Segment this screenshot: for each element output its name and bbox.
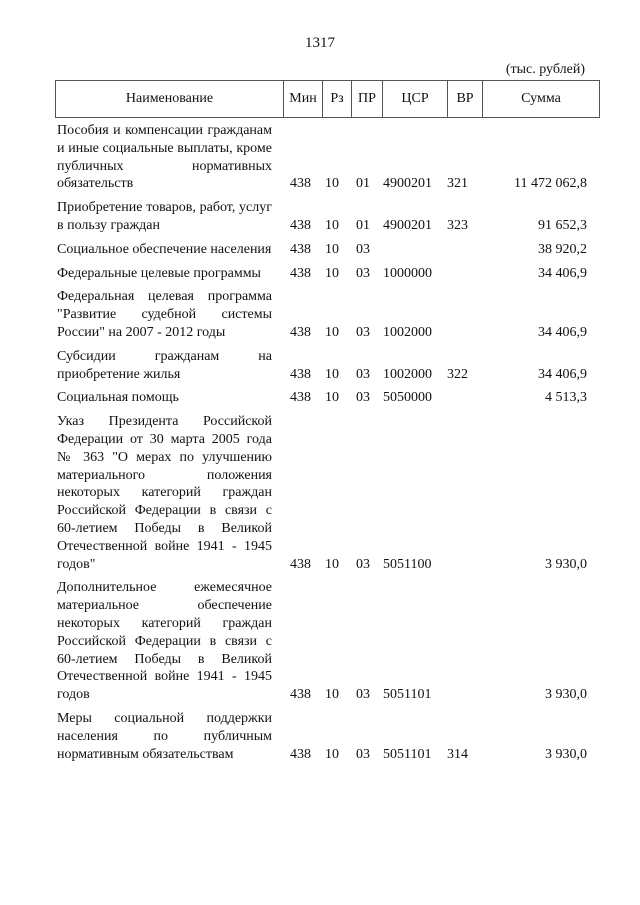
cell-sum: 34 406,9 [538,366,587,382]
cell-sum: 91 652,3 [538,217,587,233]
table-row [57,389,587,407]
cell-vr: 322 [447,366,468,382]
table-row [57,241,587,259]
cell-name: Указ Президента Российской Федерации от 30 марта 2005 года № 363 "О мерах по улучшению материального положения некоторых категорий граждан Российской Федерации в связи с 60-летием Победы в Великой Отечественной войне 1941 - 1945 годов" [57,414,272,572]
cell-name: Пособия и компенсации гражданам и иные социальные выплаты, кроме публичных нормативных обязательств [57,123,272,192]
cell-sum: 34 406,9 [538,324,587,340]
cell-csr: 5050000 [383,390,432,406]
cell-pr: 03 [356,366,370,382]
cell-vr: 323 [447,217,468,233]
header-name: Наименование [56,81,284,117]
cell-csr: 5051101 [383,746,432,762]
cell-vr: 321 [447,176,468,192]
cell-min: 438 [290,366,311,382]
cell-csr: 5051100 [383,556,432,572]
cell-sum: 11 472 062,8 [514,176,587,192]
table-row [57,288,587,341]
cell-csr: 1002000 [383,366,432,382]
cell-sum: 34 406,9 [538,265,587,281]
cell-rz: 10 [325,176,339,192]
cell-name: Субсидии гражданам на приобретение жилья [57,348,272,382]
cell-name: Федеральные целевые программы [57,265,261,281]
cell-csr: 5051101 [383,687,432,703]
cell-min: 438 [290,265,311,281]
cell-csr: 1002000 [383,324,432,340]
cell-pr: 03 [356,687,370,703]
table-row [57,122,587,193]
cell-name: Приобретение товаров, работ, услуг в пользу граждан [57,200,272,233]
cell-pr: 03 [356,746,370,762]
table-body [57,122,587,769]
cell-rz: 10 [325,556,339,572]
page-number: 1317 [305,35,335,51]
cell-vr: 314 [447,746,468,762]
cell-name: Дополнительное ежемесячное материальное обеспечение некоторых категорий граждан Российской Федерации в связи с 60-летием Победы в Великой Отечественной войне 1941 - 1945 годов [57,580,272,703]
table-header [55,80,600,118]
cell-rz: 10 [325,390,339,406]
cell-name: Федеральная целевая программа "Развитие судебной системы России" на 2007 - 2012 годы [57,289,272,340]
cell-rz: 10 [325,366,339,382]
cell-name: Меры социальной поддержки населения по публичным нормативным обязательствам [57,710,272,762]
cell-sum: 3 930,0 [545,746,587,762]
cell-min: 438 [290,324,311,340]
table-row [57,413,587,573]
header-sum: Сумма [521,91,561,106]
cell-min: 438 [290,217,311,233]
cell-sum: 3 930,0 [545,556,587,572]
table-row [57,199,587,235]
cell-rz: 10 [325,746,339,762]
cell-min: 438 [290,746,311,762]
cell-sum: 38 920,2 [538,241,587,257]
cell-min: 438 [290,687,311,703]
cell-pr: 03 [356,265,370,281]
cell-name: Социальная помощь [57,390,179,406]
table-row [57,348,587,384]
cell-rz: 10 [325,265,339,281]
header-pr: ПР [352,81,383,117]
cell-csr: 1000000 [383,265,432,281]
cell-csr: 4900201 [383,217,432,233]
header-rz: Рз [323,81,352,117]
cell-sum: 3 930,0 [545,687,587,703]
cell-pr: 03 [356,241,370,257]
cell-min: 438 [290,241,311,257]
header-min: Мин [284,81,323,117]
cell-name: Социальное обеспечение населения [57,241,272,257]
table-row [57,579,587,704]
cell-rz: 10 [325,324,339,340]
cell-pr: 03 [356,390,370,406]
cell-min: 438 [290,176,311,192]
units-label: (тыс. рублей) [505,62,585,77]
cell-min: 438 [290,556,311,572]
cell-rz: 10 [325,217,339,233]
cell-rz: 10 [325,687,339,703]
cell-pr: 01 [356,217,370,233]
cell-min: 438 [290,390,311,406]
cell-sum: 4 513,3 [545,390,587,406]
table-row [57,265,587,283]
cell-pr: 03 [356,556,370,572]
cell-csr: 4900201 [383,176,432,192]
cell-pr: 01 [356,176,370,192]
header-csr: ЦСР [383,81,448,117]
cell-rz: 10 [325,241,339,257]
table-row [57,710,587,763]
cell-pr: 03 [356,324,370,340]
header-vr: ВР [448,81,483,117]
